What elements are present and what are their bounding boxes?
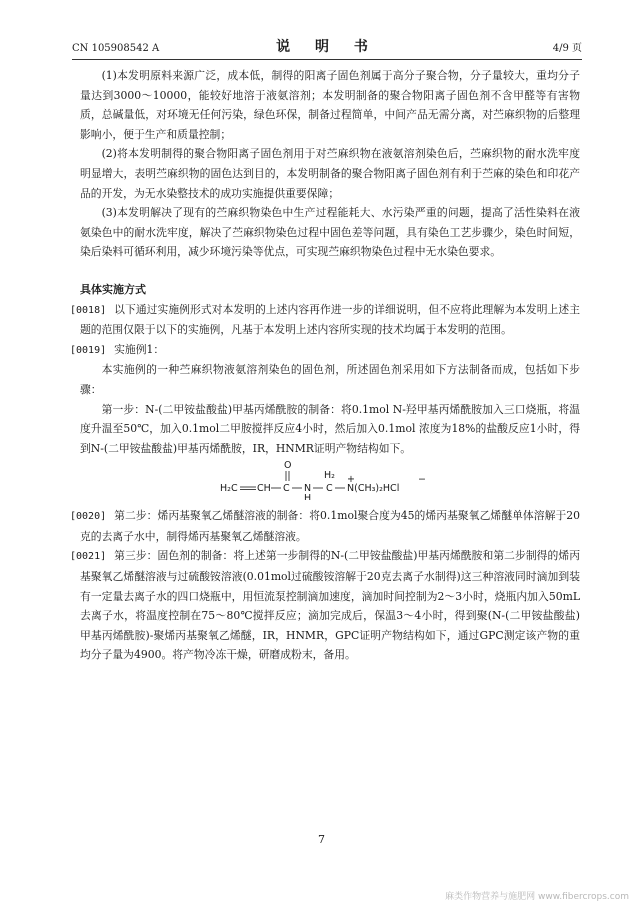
- formula-oxygen: O: [284, 460, 292, 472]
- formula-minus-charge: −: [418, 474, 426, 486]
- document-title: 说 明 书: [276, 39, 378, 55]
- paragraph-text: 第二步：烯丙基聚氧乙烯醚溶液的制备：将0.1mol聚合度为45的烯丙基聚氧乙烯醚单体溶解于20克的去离子水中，制得烯丙基聚氧乙烯醚溶液。: [80, 509, 580, 543]
- patent-number: CN 105908542 A: [72, 43, 160, 54]
- section-title: 具体实施方式: [80, 282, 146, 296]
- formula-h2c: H₂C: [220, 483, 238, 495]
- page-indicator: 4/9 页: [552, 43, 582, 54]
- paragraph-number: [0019]: [70, 344, 107, 356]
- paragraph-number: [0021]: [70, 551, 107, 563]
- paragraph-0018: [70, 300, 580, 340]
- effect-paragraph-1: (1)本发明原料来源广泛，成本低，制得的阳离子固色剂属于高分子聚合物，分子量较大，重均分子量达到3000～10000，能较好地溶于液氨溶剂；本发明制备的聚合物阳离子固色剂不含甲醛等有害物质，总碱量低，对环境无任何污染，绿色环保，制备过程简单，中间产品无需分离，对苎麻织物的后整理影响小，便于生产和质量控制；: [80, 69, 580, 141]
- paragraph-number: [0020]: [70, 511, 107, 523]
- document-body: [70, 66, 580, 665]
- paragraph-0019: [70, 340, 580, 361]
- paragraph-number: [0018]: [70, 304, 107, 316]
- formula-ch2-h: H₂: [324, 470, 335, 482]
- formula-carbonyl-c: C: [283, 483, 290, 495]
- formula-ammonium: N(CH₃)₂HCl: [347, 483, 400, 495]
- paragraph-0020: [70, 506, 580, 546]
- formula-ch: CH: [257, 483, 271, 495]
- paragraph-text: 以下通过实施例形式对本发明的上述内容再作进一步的详细说明，但不应将此理解为本发明上述主题的范围仅限于以下的实施例，凡基于本发明上述内容所实现的技术均属于本发明的范围。: [80, 302, 580, 337]
- formula-nitrogen: N: [304, 483, 312, 495]
- effect-paragraph-2: (2)将本发明制得的聚合物阳离子固色剂用于对苎麻织物在液氨溶剂染色后，苎麻织物的耐水洗牢度明显增大，表明苎麻织物的固色达到目的，本发明制备的聚合物阳离子固色剂有利于苎麻的染色和印花产品的开发，为无水染整技术的成功实施提供重要保障；: [80, 147, 580, 200]
- paragraph-text: 第三步：固色剂的制备：将上述第一步制得的N-(二甲铵盐酸盐)甲基丙烯酰胺和第二步制得的烯丙基聚氧乙烯醚溶液与过硫酸铵溶液(0.01mol过硫酸铵溶解于20克去离子水制得)这三种溶液同时滴加到装有一定量去离子水的四口烧瓶中，用恒流泵控制滴加速度，滴加时间控制为2～3小时，烧瓶内加入50mL去离子水，将温度控制在75～80℃搅拌反应；滴加完成后，保温3～4小时，得到聚(N-(二甲铵盐酸盐)甲基丙烯酰胺)-聚烯丙基聚氧乙烯醚，IR，HNMR，GPC证明产物结构如下，通过GPC测定该产物的重均分子量为4900。将产物冷冻干燥，研磨成粉末，备用。: [80, 549, 580, 662]
- header-divider: [72, 59, 582, 60]
- formula-ch2-c: C: [326, 483, 333, 495]
- site-watermark: 麻类作物营养与施肥网 www.fibercrops.com: [445, 892, 629, 902]
- formula-plus-charge: +: [347, 474, 355, 486]
- page-header: [72, 40, 582, 58]
- example-heading: 实施例1：: [114, 342, 165, 356]
- effect-paragraph-3: (3)本发明解决了现有的苎麻织物染色中生产过程能耗大、水污染严重的问题，提高了活性染料在液氨染色中的耐水洗牢度，解决了苎麻织物染色过程中固色差等问题，具有染色工艺步骤少，染色时间短，染后染料可循环利用，减少环境污染等优点，可实现苎麻织物染色过程中无水染色要求。: [80, 206, 580, 259]
- step-one: 第一步：N-(二甲铵盐酸盐)甲基丙烯酰胺的制备：将0.1mol N-羟甲基丙烯酰胺加入三口烧瓶，将温度升温至50℃，加入0.1mol二甲胺搅拌反应4小时，然后加入0.1mol 浓度为18%的盐酸反应1小时，得到N-(二甲铵盐酸盐)甲基丙烯酰胺，IR，HNMR证明产物结构如下。: [80, 402, 580, 455]
- formula-nh-hydrogen: H: [304, 493, 312, 501]
- section-gap: [80, 262, 580, 280]
- example-intro: 本实施例的一种苎麻织物液氨溶剂染色的固色剂，所述固色剂采用如下方法制备而成，包括如下步骤：: [80, 363, 580, 396]
- page-number: 7: [318, 833, 325, 846]
- chemical-structure-formula: [80, 460, 580, 500]
- paragraph-0021: [70, 546, 580, 665]
